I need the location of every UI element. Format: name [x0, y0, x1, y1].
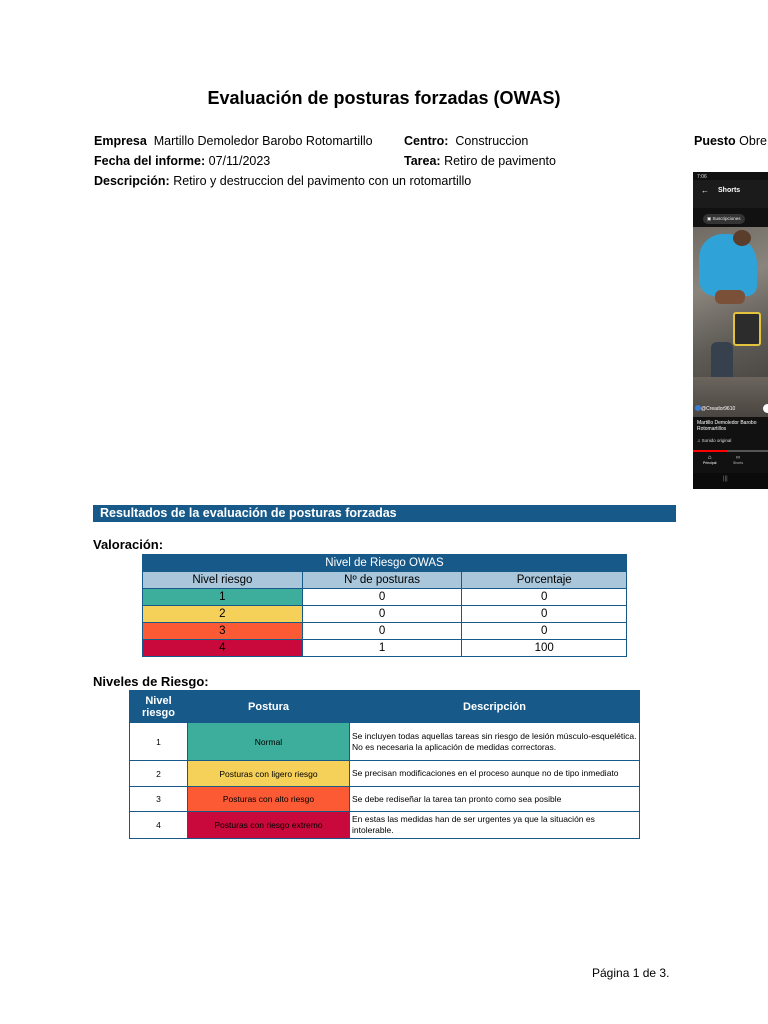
recent-apps-icon: |||	[723, 476, 728, 482]
tarea-field	[404, 154, 556, 168]
nivel-cell: 3	[130, 787, 188, 812]
porcentaje-cell: 0	[462, 589, 627, 606]
nivel-cell: 1	[130, 723, 188, 761]
fecha-label: Fecha del informe:	[94, 154, 206, 168]
porcentaje-cell: 100	[462, 640, 627, 657]
phone-header-title: Shorts	[718, 187, 741, 194]
descripcion-value: Retiro y destruccion del pavimento con un rotomartillo	[173, 174, 472, 188]
tarea-label: Tarea:	[404, 154, 441, 168]
sound-label: ♫ Sonido original	[697, 438, 732, 443]
tarea-value: Retiro de pavimento	[444, 154, 556, 168]
descripcion-field	[94, 174, 471, 188]
risk-levels-table	[129, 690, 640, 839]
col-header-postura: Postura	[188, 691, 350, 723]
worker-leg	[711, 342, 733, 382]
table-row	[143, 640, 627, 657]
empresa-field	[94, 134, 373, 148]
subscribe-button	[763, 404, 768, 413]
nivel-cell: 2	[143, 606, 303, 623]
table-row	[130, 812, 640, 839]
table-row	[130, 723, 640, 761]
fecha-value: 07/11/2023	[208, 154, 271, 168]
phone-status-time: 7:06	[697, 174, 707, 180]
col-header-nivel: Nivel riesgo	[143, 572, 303, 589]
nav-shorts: ∞ Shorts	[733, 455, 744, 465]
empresa-label: Empresa	[94, 134, 147, 148]
video-title: Martillo Demoledor Barobo Rotomartillos	[697, 420, 757, 432]
centro-label: Centro:	[404, 134, 449, 148]
postura-cell: Posturas con alto riesgo	[188, 787, 350, 812]
phone-system-bar	[693, 473, 768, 489]
descripcion-cell	[350, 723, 640, 761]
niveles-label: Niveles de Riesgo:	[93, 674, 209, 689]
descripcion-line: Se incluyen todas aquellas tareas sin riesgo de lesión músculo-esquelética.	[352, 730, 637, 741]
centro-field	[404, 134, 528, 148]
section-header: Resultados de la evaluación de posturas forzadas	[93, 505, 676, 522]
postura-cell: Posturas con riesgo extremo	[188, 812, 350, 839]
posturas-cell: 0	[302, 623, 462, 640]
table-row	[143, 606, 627, 623]
porcentaje-cell: 0	[462, 623, 627, 640]
puesto-value: Obre	[739, 134, 767, 148]
centro-value: Construccion	[455, 134, 529, 148]
descripcion-line: No es necesaria la aplicación de medidas correctoras.	[352, 741, 557, 752]
col-header-porcentaje: Porcentaje	[462, 572, 627, 589]
descripcion-label: Descripción:	[94, 174, 170, 188]
valoracion-label: Valoración:	[93, 537, 164, 552]
col-header-posturas: Nº de posturas	[302, 572, 462, 589]
nivel-cell: 2	[130, 761, 188, 787]
phone-screenshot	[693, 172, 768, 489]
jackhammer-tool	[733, 312, 761, 346]
nivel-cell: 1	[143, 589, 303, 606]
subscriptions-chip: ▣ Suscripciones	[703, 214, 745, 224]
channel-name: @Creador9610	[701, 406, 736, 412]
postura-cell: Posturas con ligero riesgo	[188, 761, 350, 787]
owas-risk-table	[142, 554, 627, 657]
video-progress	[693, 450, 768, 452]
table-row	[143, 623, 627, 640]
postura-cell: Normal	[188, 723, 350, 761]
puesto-field	[694, 134, 767, 148]
table-row	[130, 787, 640, 812]
empresa-value: Martillo Demoledor Barobo Rotomartillo	[153, 134, 373, 148]
posturas-cell: 0	[302, 606, 462, 623]
posturas-cell: 1	[302, 640, 462, 657]
nivel-cell: 4	[130, 812, 188, 839]
fecha-field	[94, 154, 270, 168]
table-row	[130, 761, 640, 787]
puesto-label: Puesto	[694, 134, 736, 148]
col-header-descripcion: Descripción	[350, 691, 640, 723]
owas-table-caption: Nivel de Riesgo OWAS	[143, 555, 627, 572]
page-title: Evaluación de posturas forzadas (OWAS)	[207, 88, 561, 108]
col-header-nivel-riesgo: Nivel riesgo	[130, 691, 188, 723]
descripcion-cell: Se debe rediseñar la tarea tan pronto como sea posible	[350, 787, 640, 812]
arrow-left-icon: ←	[701, 186, 709, 195]
nivel-cell: 3	[143, 623, 303, 640]
nav-home: ⌂ Principal	[703, 455, 717, 465]
descripcion-cell: En estas las medidas han de ser urgentes ya que la situación es intolerable.	[350, 812, 640, 839]
porcentaje-cell: 0	[462, 606, 627, 623]
worker-head	[733, 230, 751, 246]
posturas-cell: 0	[302, 589, 462, 606]
page-number: Página 1 de 3.	[592, 966, 670, 980]
nivel-cell: 4	[143, 640, 303, 657]
worker-arm	[715, 290, 745, 304]
table-row	[143, 589, 627, 606]
descripcion-cell: Se precisan modificaciones en el proceso aunque no de tipo inmediato	[350, 761, 640, 787]
